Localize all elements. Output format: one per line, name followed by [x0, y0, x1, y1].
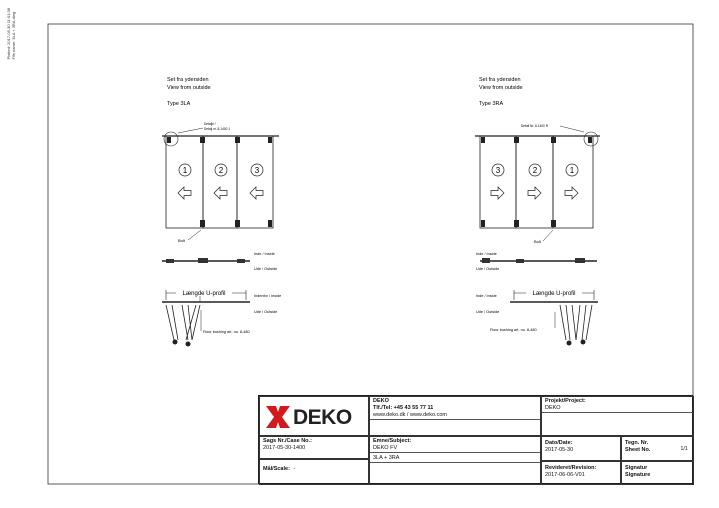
revision-label: Revideret/Revision:	[545, 465, 597, 471]
logo-text: DEKO	[293, 405, 352, 429]
glass-panel	[166, 136, 203, 228]
company-name: DEKO	[373, 398, 389, 404]
inside-label: Inde / Inside	[254, 252, 275, 256]
arrow-right-icon	[528, 187, 541, 199]
sheet-value: 1/1	[680, 446, 688, 452]
plot-info-line: Plotted: 2017-05-30 11:01:38	[6, 8, 11, 60]
u-profile-label: Længde U-profil	[182, 291, 226, 297]
panel-number: 1	[569, 166, 575, 175]
title-block	[258, 395, 693, 484]
subject-value: DEKO FV	[370, 445, 540, 453]
subject-value: 3LA + 3RA	[370, 453, 540, 463]
sheet-label: Tegn. Nr.	[625, 440, 649, 446]
glass-panel	[553, 136, 593, 228]
company-cell	[369, 396, 541, 436]
view-type: Type 3RA	[479, 101, 504, 107]
u-profile-label: Længde U-profil	[532, 291, 576, 297]
deko-logo	[266, 406, 352, 428]
arrow-right-icon	[491, 187, 504, 199]
company-phone: Tlf./Tel: +45 43 55 77 11	[373, 405, 434, 411]
case-label: Sags Nr./Case No.:	[263, 438, 312, 444]
view-3ra	[475, 77, 600, 346]
bolt-label: Bolt	[178, 238, 185, 243]
sheet-label: Sheet No.	[625, 447, 651, 453]
date-cell	[541, 436, 621, 461]
panel-number: 3	[495, 166, 501, 175]
outside-label: Ude / Outside	[476, 267, 500, 271]
sheet-cell	[621, 436, 694, 461]
folded-panels	[560, 305, 592, 340]
bolt-label: Bolt	[534, 239, 541, 244]
revision-cell	[541, 461, 621, 485]
date-label: Dato/Date:	[545, 440, 573, 446]
glass-panel	[516, 136, 553, 228]
signature-label: Signatur	[625, 465, 648, 471]
logo-cell	[259, 396, 369, 436]
floor-bushing-label: Floor bushing art. no. 8-480	[490, 328, 537, 332]
scale-label: Mål/Scale:	[263, 466, 290, 472]
inside-label: Inde / Inside	[476, 294, 497, 298]
floor-bushing-label: Floor bushing art. no. 8-480	[203, 330, 250, 334]
subject-cell	[369, 436, 541, 485]
signature-cell	[621, 461, 694, 485]
view-title-en: View from outside	[167, 85, 211, 91]
company-web: www.deko.dk / www.deko.com	[370, 412, 540, 420]
arrow-left-icon	[214, 187, 227, 199]
outside-label: Ude / Outside	[254, 267, 278, 271]
folded-panels	[166, 305, 200, 340]
arrow-left-icon	[250, 187, 263, 199]
panel-number: 1	[182, 166, 188, 175]
glass-panel	[237, 136, 273, 228]
case-value: 2017-05-30-1400	[263, 445, 306, 451]
detail-note: Detalje /	[204, 122, 216, 126]
arrow-left-icon	[178, 187, 191, 199]
view-title-da: Set fra ydersiden	[479, 77, 521, 83]
revision-value: 2017-06-06-V01	[545, 472, 585, 478]
detail-note: Detalj nr. 8-1400 1	[204, 127, 231, 131]
scale-cell	[259, 459, 369, 485]
view-title-en: View from outside	[479, 85, 523, 91]
view-3la	[162, 77, 281, 347]
panel-number: 2	[532, 166, 538, 175]
plot-info-line: File name: 3LA + 3RA.dwg	[11, 12, 16, 60]
outside-label: Ude / Outside	[254, 310, 278, 314]
view-title-da: Set fra ydersiden	[167, 77, 209, 83]
signature-label: Signature	[625, 472, 651, 478]
arrow-right-icon	[565, 187, 578, 199]
case-cell	[259, 436, 369, 459]
panel-number: 2	[218, 166, 224, 175]
project-label: Projekt/Project:	[545, 398, 586, 404]
project-cell	[541, 396, 694, 436]
inside-label: Inde / Inside	[476, 252, 497, 256]
inside-label: Indenfor / Inside	[254, 294, 282, 298]
scale-value: -	[293, 466, 296, 472]
date-value: 2017-05-30	[545, 447, 574, 453]
glass-panel	[480, 136, 516, 228]
outside-label: Ude / Outside	[476, 310, 500, 314]
view-type: Type 3LA	[167, 101, 191, 107]
deko-logo-icon	[266, 406, 290, 428]
panel-number: 3	[254, 166, 260, 175]
project-value: DEKO	[542, 405, 693, 413]
glass-panel	[203, 136, 237, 228]
subject-label: Emne/Subject:	[373, 438, 412, 444]
detail-note: Detail Nr. 8-1400 R	[521, 124, 549, 128]
